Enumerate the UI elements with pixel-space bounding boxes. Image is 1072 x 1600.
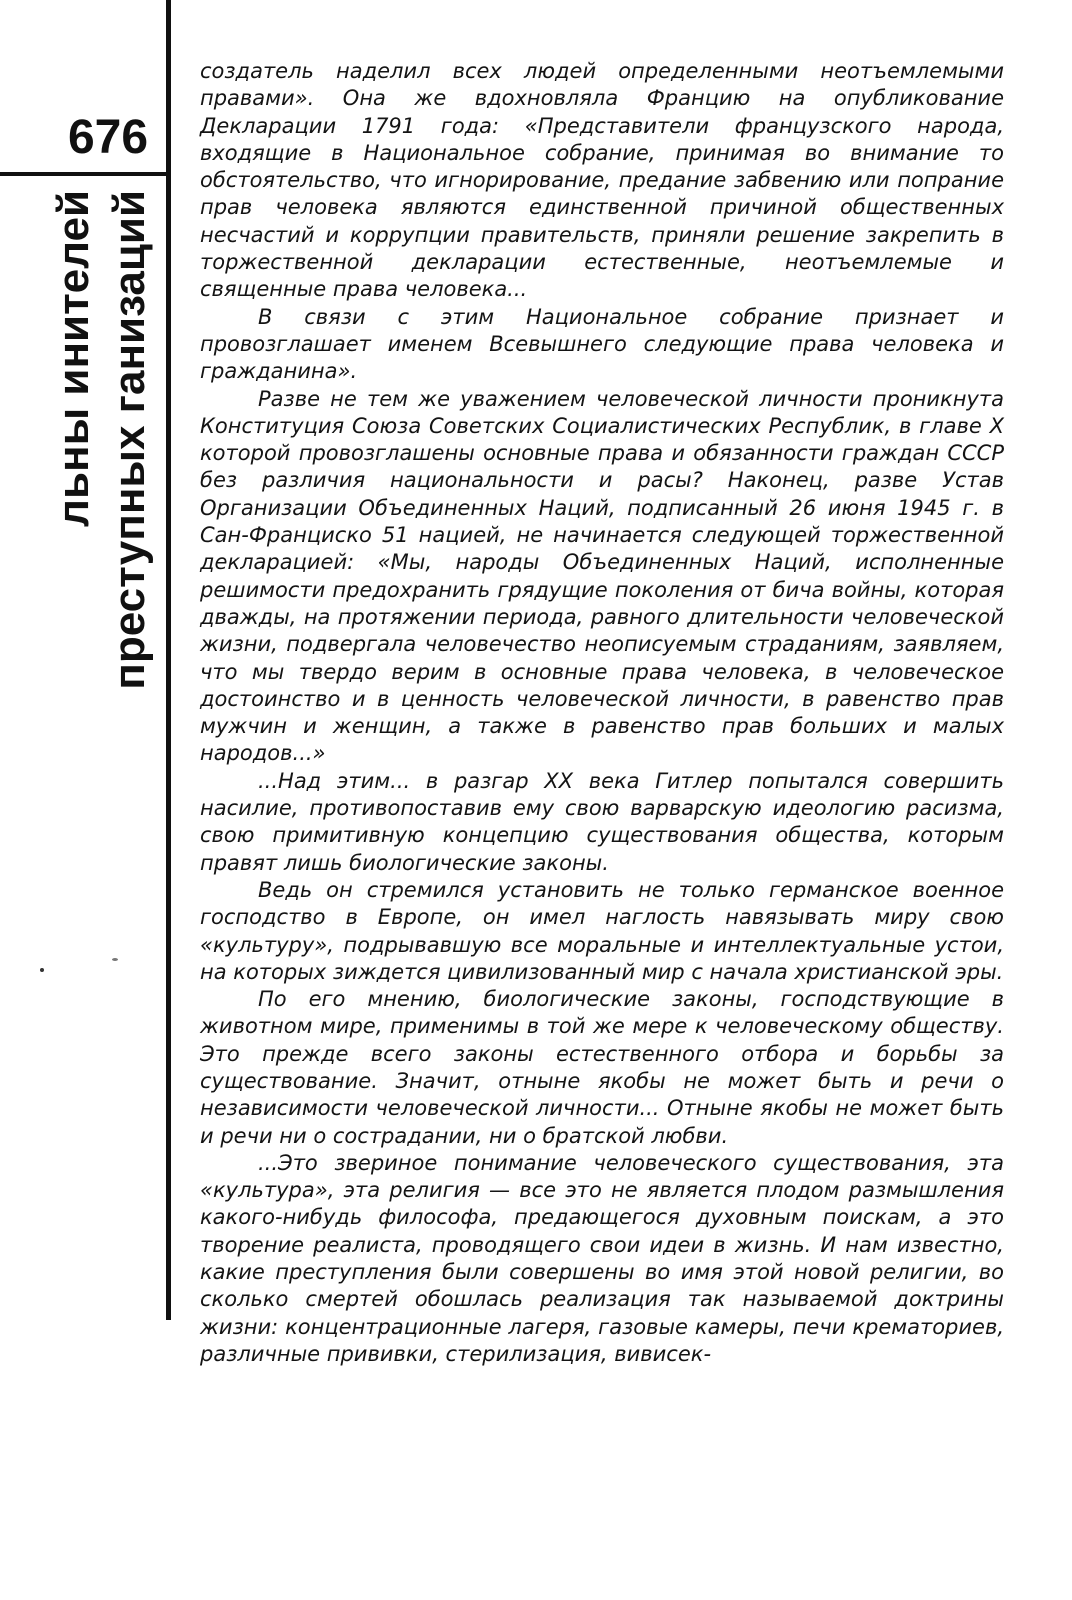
print-speckle: [112, 958, 118, 961]
paragraph-3: Разве не тем же уважением человеческой личности проникнута Конституция Союза Советских Социалистических Республик, в главе X которой провозглашены основные права и обязанности граждан СССР без различия национальности и расы? Наконец, разве Устав Организации Объединенных Наций, подписанный 26 июня 1945 г. в Сан-Франциско 51 нацией, не начинается следующей торжественной декларацией: «Мы, народы Объединенных Наций, исполненные решимости предохранить грядущие поколения от бича войны, которая дважды, на протяжении периода, равного длительности человеческой жизни, подвергала человечество неописуемым страданиям, заявляем, что мы твердо верим в основные права человека, в человеческое достоинство и в ценность человеческой личности, в равенство прав мужчин и женщин, а также в равенство прав больших и малых народов...»: [200, 386, 1004, 766]
paragraph-5: Ведь он стремился установить не только германское военное господство в Европе, он имел наглость навязывать миру свою «культуру», подрывавшую все моральные и интеллектуальные устои, на которых зиждется цивилизованный мир с начала христианской эры.: [200, 877, 1004, 984]
page-number: 676: [67, 111, 149, 164]
paragraph-7: ...Это звериное понимание человеческого существования, эта «культура», эта религия — все это не является плодом размышления какого-нибудь философа, предающегося духовным поискам, а это творение реалиста, проводящего свои идеи в жизнь. И нам известно, какие преступления были совершены во имя этой новой религии, во сколько смертей обошлась реализация так называемой доктрины жизни: концентрационные лагеря, газовые камеры, печи крематориев, различные прививки, стерилизация, вивисек-: [200, 1150, 1004, 1366]
paragraph-2: В связи с этим Национальное собрание признает и провозглашает именем Всевышнего следующие права человека и гражданина».: [200, 304, 1004, 384]
paragraph-1: создатель наделил всех людей определенными неотъемлемыми правами». Она же вдохновляла Францию на опубликование Декларации 1791 года: «Представители французского народа, входящие в Национальное собрание, принимая во внимание то обстоятельство, что игнорирование, предание забвению или попрание прав человека являются единственной причиной общественных несчастий и коррупции правительств, приняли решение закрепить в торжественной декларации естественные, неотъемлемые и священные права человека...: [200, 59, 1004, 302]
running-title-line-1: льны инителей: [49, 190, 98, 527]
body-text: [200, 58, 1004, 1368]
print-speckle: [40, 968, 44, 972]
page-number-rule: [0, 172, 168, 176]
paragraph-6: По его мнению, биологические законы, господствующие в животном мире, применимы в той же мере к человеческому обществу. Это прежде всего законы естественного отбора и борьбы за существование. Значит, отныне якобы не может быть и речи о независимости человеческой личности... Отныне якобы не может быть и речи ни о сострадании, ни о братской любви.: [200, 987, 1004, 1148]
paragraph-4: ...Над этим... в разгар XX века Гитлер попытался совершить насилие, противопоставив ему свою варварскую идеологию расизма, свою примитивную концепцию существования общества, которым правят лишь биологические законы.: [200, 768, 1004, 875]
running-title: [48, 190, 158, 790]
margin-rule: [166, 0, 171, 1320]
running-title-line-2: преступных ганизаций: [105, 190, 154, 690]
